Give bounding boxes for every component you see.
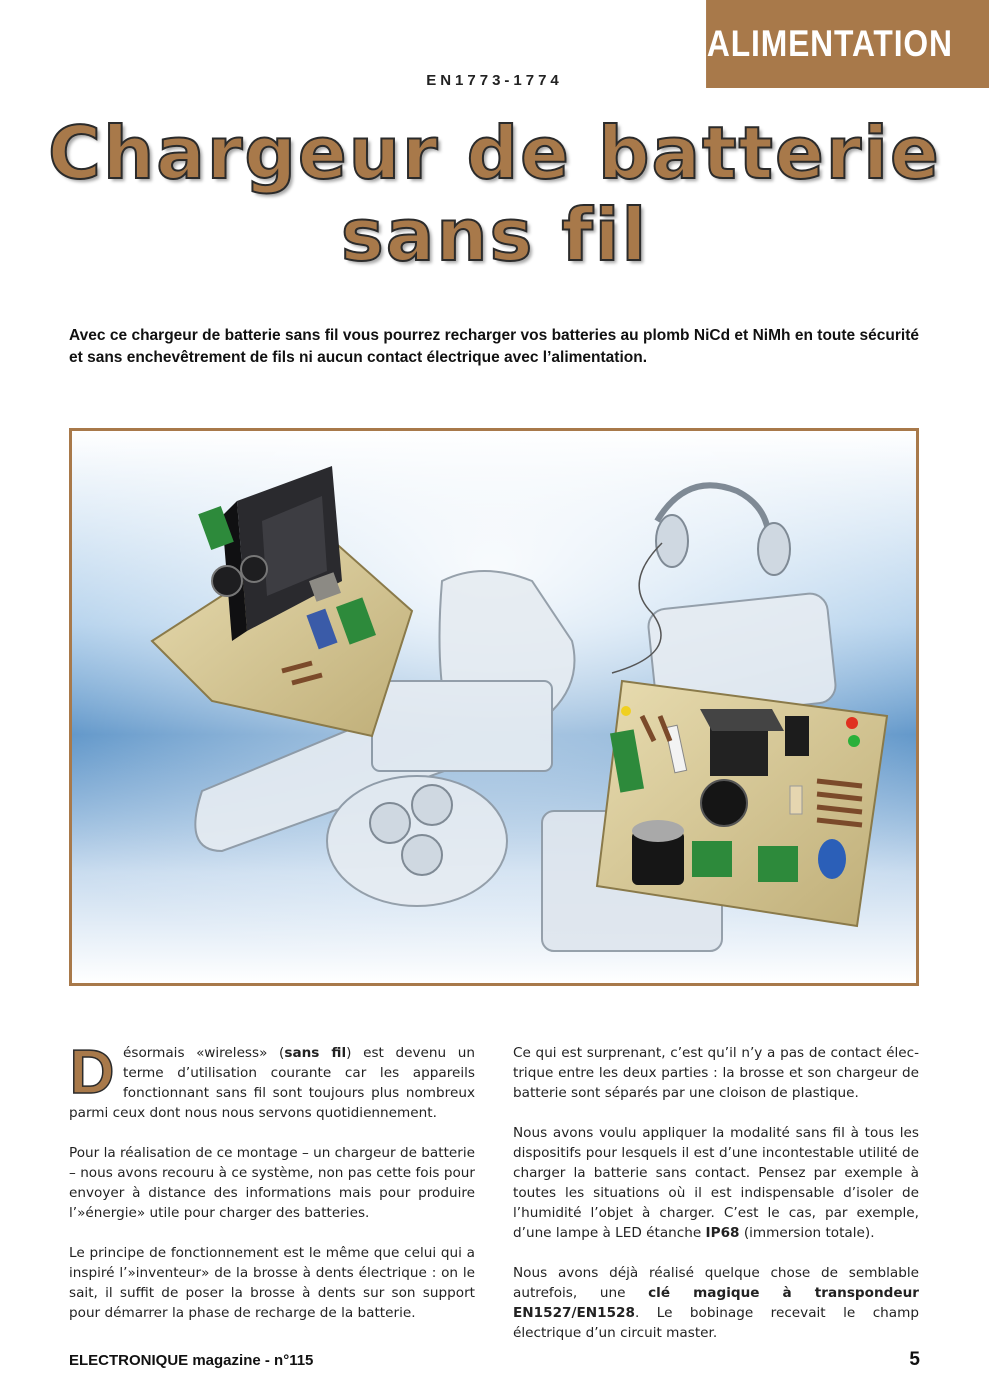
body-paragraph-4: Ce qui est surprenant, c’est qu’il n’y a pas de contact électrique entre les deux parties : la brosse et son chargeur de batterie sont séparés par une cloison de plastique. — [513, 1045, 919, 1101]
product-photo — [69, 428, 919, 986]
body-paragraph-5: Nous avons voulu appliquer la modalité sans fil à tous les dispositifs pour lesquels il est d’une incontestable utilité de charger la batterie sans contact. Pensez par exemple à toutes les situations où il est indispensable d’isoler de l’humidité l’objet à charger. C’est le cas, par exemple, d’une lampe à LED étanche IP68 (immersion totale). — [513, 1125, 919, 1241]
article-title — [0, 112, 989, 276]
body-paragraph-3: Le principe de fonctionnement est le même que celui qui a inspiré l’»inventeur» de la brosse à dents électrique : on le sait, il suffit de poser la brosse à dents sur son support pour démarrer la phase de recharge de la batterie. — [69, 1245, 475, 1321]
body-column-right — [513, 1043, 919, 1363]
body-paragraph-1: Désormais «wireless» (sans fil) est devenu un terme d’utilisation courante car les appareils fonctionnant sans fil sont toujours plus nombreux parmi ceux dont nous nous servons quotidiennement. — [69, 1038, 475, 1121]
footer-magazine: ELECTRONIQUE magazine - n°115 — [69, 1352, 314, 1369]
section-label: ALIMENTATION — [706, 23, 953, 64]
title-line-1: Chargeur de batterie — [48, 111, 941, 195]
article-reference: EN1773-1774 — [426, 72, 563, 89]
title-line-2: sans fil — [340, 193, 649, 277]
pcb-module-2 — [597, 681, 887, 926]
lead-paragraph: Avec ce chargeur de batterie sans fil vous pourrez recharger vos batteries au plomb NiCd et NiMh en toute sécurité et sans enchevêtrement de fils ni aucun contact électrique avec l’alimentation. — [69, 327, 919, 366]
page-number: 5 — [909, 1349, 920, 1370]
body-column-left — [69, 1038, 475, 1343]
body-paragraph-2: Pour la réalisation de ce montage – un chargeur de batterie – nous avons recouru à ce système, non pas cette fois pour envoyer à distance des informations mais pour produire l’»énergie» utile pour charger des batteries. — [69, 1145, 475, 1221]
drop-cap: D — [69, 1038, 115, 1107]
photo-illustration — [72, 431, 916, 983]
body-paragraph-6: Nous avons déjà réalisé quelque chose de semblable autrefois, une clé magique à transpondeur EN1527/EN1528. Le bobinage recevait le champ électrique d’un circuit master. — [513, 1265, 920, 1341]
